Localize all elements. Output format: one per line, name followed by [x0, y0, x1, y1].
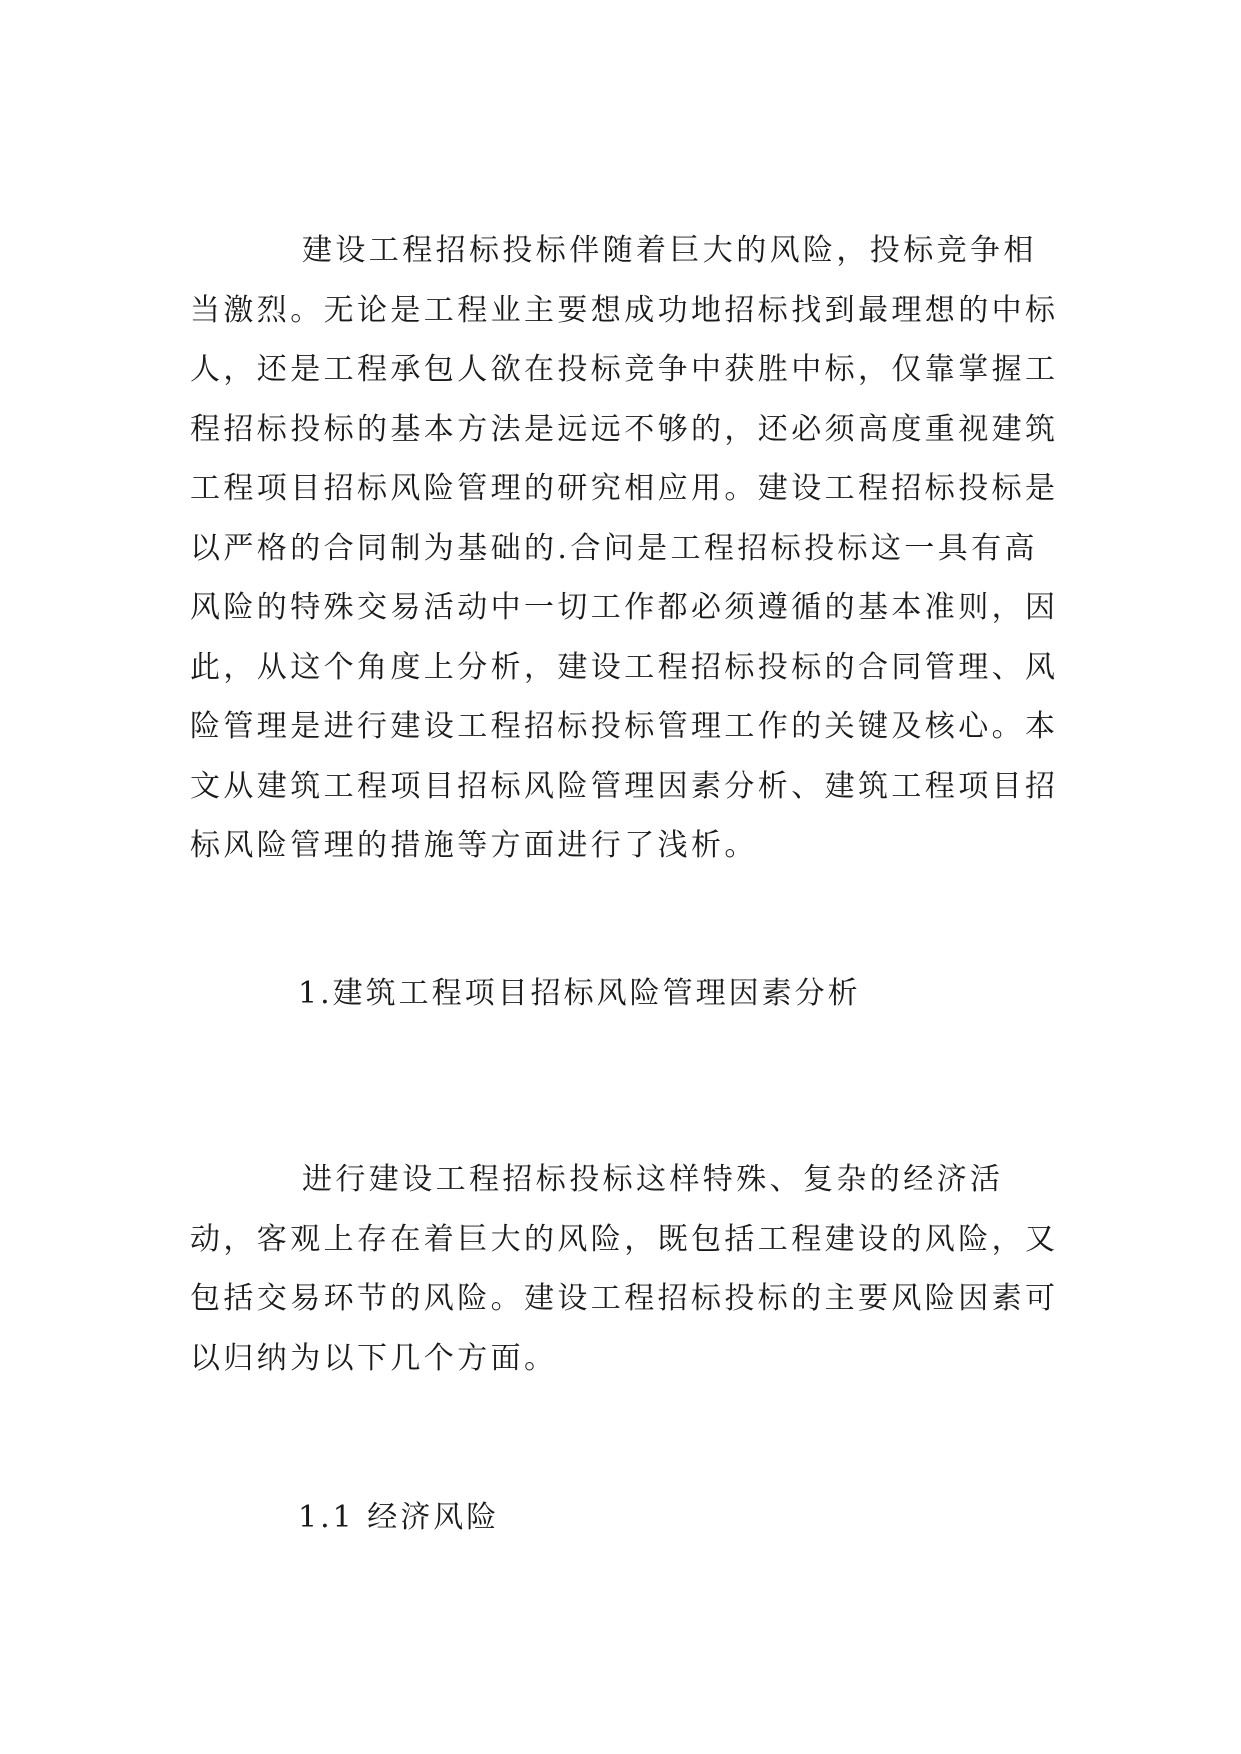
intro-paragraph: 建设工程招标投标伴随着巨大的风险，投标竞争相当激烈。无论是工程业主要想成功地招标找到最理想的中标人，还是工程承包人欲在投标竞争中获胜中标，仅靠掌握工程招标投标的基本方法是远远不够的，还必须高度重视建筑工程项目招标风险管理的研究相应用。建设工程招标投标是以严格的合同制为基础的.合问是工程招标投标这一具有高风险的特殊交易活动中一切工作都必须遵循的基本准则，因此，从这个角度上分析，建设工程招标投标的合同管理、风险管理是进行建设工程招标投标管理工作的关键及核心。本文从建筑工程项目招标风险管理因素分析、建筑工程项目招标风险管理的措施等方面进行了浅析。	[190, 233, 1059, 863]
section-heading-1: 1.建筑工程项目招标风险管理因素分析	[298, 976, 861, 1011]
section-heading-1-1: 1.1 经济风险	[298, 1500, 500, 1535]
section-1-paragraph: 进行建设工程招标投标这样特殊、复杂的经济活动，客观上存在着巨大的风险，既包括工程建设的风险，又包括交易环节的风险。建设工程招标投标的主要风险因素可以归纳为以下几个方面。	[190, 1162, 1059, 1376]
